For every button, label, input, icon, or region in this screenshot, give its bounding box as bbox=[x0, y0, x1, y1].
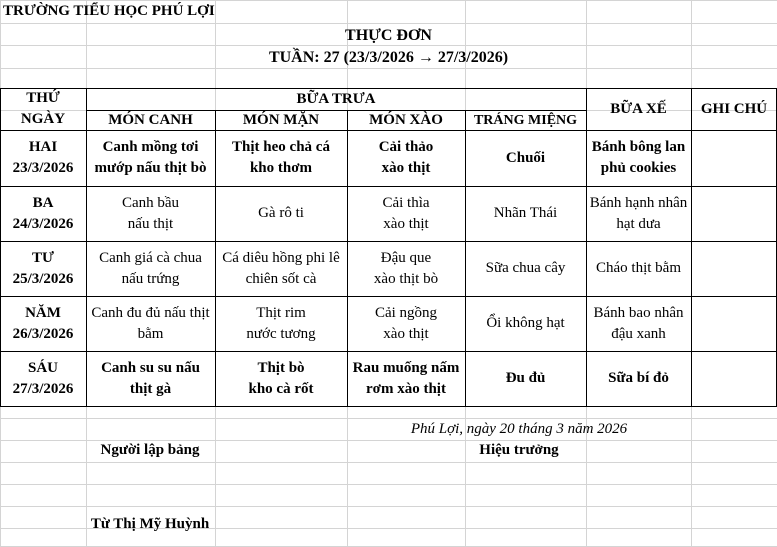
header-day-line: THỨ bbox=[26, 90, 60, 106]
header-savory: MÓN MẶN bbox=[242, 111, 320, 128]
soup-cell bbox=[86, 130, 215, 186]
savory-text: nước tương bbox=[246, 325, 316, 342]
note-cell bbox=[691, 296, 777, 351]
stir-fry-text: Cải ngồng bbox=[374, 304, 438, 321]
day-cell bbox=[0, 186, 86, 241]
stir-fry-text: Đậu que bbox=[380, 249, 432, 266]
stir-fry-text: xào thịt bbox=[381, 160, 431, 176]
dessert-text: Đu đủ bbox=[505, 370, 546, 386]
day-date: 25/3/2026 bbox=[12, 270, 74, 287]
stir-fry-text: Cải thìa bbox=[382, 194, 430, 211]
place-date: Phú Lợi, ngày 20 tháng 3 năm 2026 bbox=[410, 421, 628, 437]
header-day bbox=[0, 88, 86, 130]
snack-text: Sữa bí đỏ bbox=[608, 370, 669, 386]
grid-line bbox=[0, 484, 777, 485]
savory-cell bbox=[215, 241, 347, 296]
savory-text: kho cà rốt bbox=[248, 380, 314, 397]
dessert-text: Ổi không hạt bbox=[486, 315, 565, 331]
dessert-text: Chuối bbox=[505, 149, 546, 166]
soup-text: mướp nấu thịt bò bbox=[94, 160, 207, 176]
header-stir-fry: MÓN XÀO bbox=[369, 111, 443, 128]
grid-line bbox=[0, 506, 777, 507]
day-date: 27/3/2026 bbox=[12, 380, 74, 397]
stir-fry-cell bbox=[347, 296, 465, 351]
snack-text: phủ cookies bbox=[600, 160, 677, 176]
stir-fry-text: Cải thảo bbox=[378, 139, 434, 155]
day-cell bbox=[0, 130, 86, 186]
day-name: BA bbox=[32, 194, 54, 211]
header-day-line: NGÀY bbox=[20, 111, 66, 127]
table-border bbox=[0, 406, 777, 407]
savory-text: Gà rô ti bbox=[258, 205, 304, 221]
savory-text: Thịt heo chả cá bbox=[232, 139, 330, 155]
snack-text: đậu xanh bbox=[611, 325, 666, 342]
day-name: TƯ bbox=[32, 249, 54, 266]
snack-text: Bánh hạnh nhân bbox=[589, 194, 688, 211]
dessert-cell bbox=[465, 186, 586, 241]
snack-text: hạt dưa bbox=[616, 215, 661, 232]
dessert-cell bbox=[465, 296, 586, 351]
soup-text: nấu trứng bbox=[121, 270, 180, 287]
snack-text: Cháo thịt bằm bbox=[596, 260, 681, 276]
day-name: HAI bbox=[28, 139, 58, 155]
savory-text: Thịt rim bbox=[256, 304, 306, 321]
stir-fry-text: xào thịt bò bbox=[373, 270, 439, 287]
dessert-cell bbox=[465, 351, 586, 406]
stir-fry-cell bbox=[347, 130, 465, 186]
stir-fry-text: xào thịt bbox=[383, 325, 429, 342]
note-cell bbox=[691, 241, 777, 296]
soup-text: Canh su su nấu bbox=[101, 359, 200, 376]
snack-cell bbox=[586, 241, 691, 296]
day-date: 23/3/2026 bbox=[12, 160, 74, 176]
savory-text: Cá diêu hồng phi lê bbox=[222, 249, 340, 266]
stir-fry-cell bbox=[347, 186, 465, 241]
soup-cell bbox=[86, 186, 215, 241]
soup-cell bbox=[86, 351, 215, 406]
soup-text: Canh mồng tơi bbox=[102, 139, 199, 155]
soup-text: Canh đu đủ nấu thịt bbox=[91, 304, 210, 321]
soup-text: Canh bầu bbox=[121, 194, 180, 211]
soup-cell bbox=[86, 296, 215, 351]
header-lunch: BỮA TRƯA bbox=[296, 90, 376, 107]
soup-text: nấu thịt bbox=[127, 215, 174, 232]
note-cell bbox=[691, 130, 777, 186]
savory-cell bbox=[215, 296, 347, 351]
grid-line bbox=[0, 68, 777, 69]
header-notes: GHI CHÚ bbox=[700, 100, 768, 117]
savory-cell bbox=[215, 186, 347, 241]
stir-fry-cell bbox=[347, 241, 465, 296]
savory-text: kho thơm bbox=[249, 160, 313, 176]
grid-line bbox=[0, 462, 777, 463]
snack-cell bbox=[586, 130, 691, 186]
week-label: TUẦN: 27 (23/3/2026 → 27/3/2026) bbox=[268, 49, 509, 66]
stir-fry-text: Rau muống nấm bbox=[352, 359, 460, 376]
snack-text: Bánh bao nhân bbox=[593, 304, 684, 321]
grid-line bbox=[0, 23, 777, 24]
savory-cell bbox=[215, 130, 347, 186]
header-dessert: TRÁNG MIỆNG bbox=[473, 112, 578, 128]
savory-text: Thịt bò bbox=[257, 359, 305, 376]
dessert-text: Sữa chua cây bbox=[485, 260, 566, 276]
header-snack: BỮA XẾ bbox=[610, 100, 667, 117]
dessert-cell bbox=[465, 130, 586, 186]
principal-label: Hiệu trưởng bbox=[479, 442, 559, 458]
day-cell bbox=[0, 241, 86, 296]
school-name: TRƯỜNG TIỂU HỌC PHÚ LỢI bbox=[3, 3, 215, 19]
snack-cell bbox=[586, 296, 691, 351]
snack-cell bbox=[586, 351, 691, 406]
dessert-text: Nhãn Thái bbox=[493, 205, 558, 221]
day-cell bbox=[0, 351, 86, 406]
snack-text: Bánh bông lan bbox=[591, 139, 686, 155]
header-soup: MÓN CANH bbox=[108, 111, 193, 128]
note-cell bbox=[691, 186, 777, 241]
soup-text: Canh giá cà chua bbox=[99, 249, 202, 266]
menu-title: THỰC ĐƠN bbox=[345, 27, 432, 44]
soup-cell bbox=[86, 241, 215, 296]
soup-text: bằm bbox=[137, 325, 164, 342]
day-cell bbox=[0, 296, 86, 351]
dessert-cell bbox=[465, 241, 586, 296]
stir-fry-text: rơm xào thịt bbox=[366, 380, 446, 397]
soup-text: thịt gà bbox=[129, 380, 172, 397]
snack-cell bbox=[586, 186, 691, 241]
day-date: 26/3/2026 bbox=[12, 325, 74, 342]
savory-text: chiên sốt cà bbox=[245, 270, 317, 287]
stir-fry-text: xào thịt bbox=[383, 215, 429, 232]
day-date: 24/3/2026 bbox=[12, 215, 74, 232]
note-cell bbox=[691, 351, 777, 406]
preparer-name: Từ Thị Mỹ Huỳnh bbox=[90, 516, 210, 532]
prepared-by-label: Người lập bảng bbox=[100, 442, 200, 458]
day-name: SÁU bbox=[27, 359, 58, 376]
stir-fry-cell bbox=[347, 351, 465, 406]
day-name: NĂM bbox=[25, 304, 61, 321]
savory-cell bbox=[215, 351, 347, 406]
